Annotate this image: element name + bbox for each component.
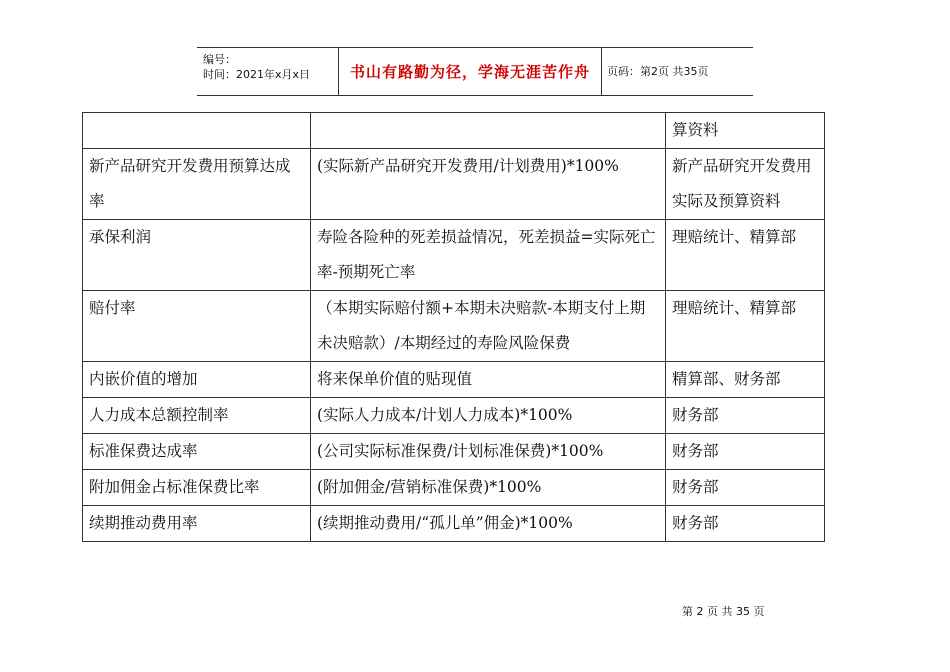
data-source-cell: 财务部 — [666, 398, 825, 434]
page-footer: 第 2 页 共 35 页 — [682, 605, 765, 618]
header-motto: 书山有路勤为径，学海无涯苦作舟 — [338, 48, 602, 95]
data-source-cell: 财务部 — [666, 506, 825, 542]
formula-cell: 将来保单价值的贴现值 — [311, 362, 666, 398]
indicator-name-cell: 附加佣金占标准保费比率 — [83, 470, 311, 506]
indicator-name-cell — [83, 113, 311, 149]
formula-cell: (续期推动费用/“孤儿单”佣金)*100% — [311, 506, 666, 542]
data-source-cell: 精算部、财务部 — [666, 362, 825, 398]
data-source-cell: 算资料 — [666, 113, 825, 149]
indicator-name-cell: 人力成本总额控制率 — [83, 398, 311, 434]
table-row — [83, 362, 825, 398]
table-row — [83, 220, 825, 291]
indicator-name-cell: 赔付率 — [83, 291, 311, 362]
table-row — [83, 470, 825, 506]
indicator-name-cell: 标准保费达成率 — [83, 434, 311, 470]
table-row — [83, 506, 825, 542]
formula-cell: 寿险各险种的死差损益情况，死差损益=实际死亡率-预期死亡率 — [311, 220, 666, 291]
date-label: 时间：2021年x月x日 — [203, 68, 311, 81]
indicator-name-cell: 承保利润 — [83, 220, 311, 291]
formula-cell: （本期实际赔付额+本期未决赔款-本期支付上期未决赔款）/本期经过的寿险风险保费 — [311, 291, 666, 362]
indicator-name-cell: 内嵌价值的增加 — [83, 362, 311, 398]
data-source-cell: 理赔统计、精算部 — [666, 220, 825, 291]
header-page-label: 页码：第2页 共35页 — [607, 65, 709, 78]
data-source-cell: 财务部 — [666, 434, 825, 470]
data-source-cell: 理赔统计、精算部 — [666, 291, 825, 362]
page-header — [197, 47, 753, 96]
formula-cell: (公司实际标准保费/计划标准保费)*100% — [311, 434, 666, 470]
indicator-name-cell: 续期推动费用率 — [83, 506, 311, 542]
table-row — [83, 113, 825, 149]
data-source-cell: 财务部 — [666, 470, 825, 506]
table-row — [83, 291, 825, 362]
formula-cell: (实际人力成本/计划人力成本)*100% — [311, 398, 666, 434]
table-row — [83, 149, 825, 220]
number-label: 编号： — [203, 53, 236, 66]
formula-cell: (实际新产品研究开发费用/计划费用)*100% — [311, 149, 666, 220]
formula-cell: (附加佣金/营销标准保费)*100% — [311, 470, 666, 506]
indicator-name-cell: 新产品研究开发费用预算达成率 — [83, 149, 311, 220]
data-source-cell: 新产品研究开发费用实际及预算资料 — [666, 149, 825, 220]
table-row — [83, 398, 825, 434]
header-left — [203, 52, 310, 82]
table-row — [83, 434, 825, 470]
indicator-table — [82, 112, 825, 542]
formula-cell — [311, 113, 666, 149]
